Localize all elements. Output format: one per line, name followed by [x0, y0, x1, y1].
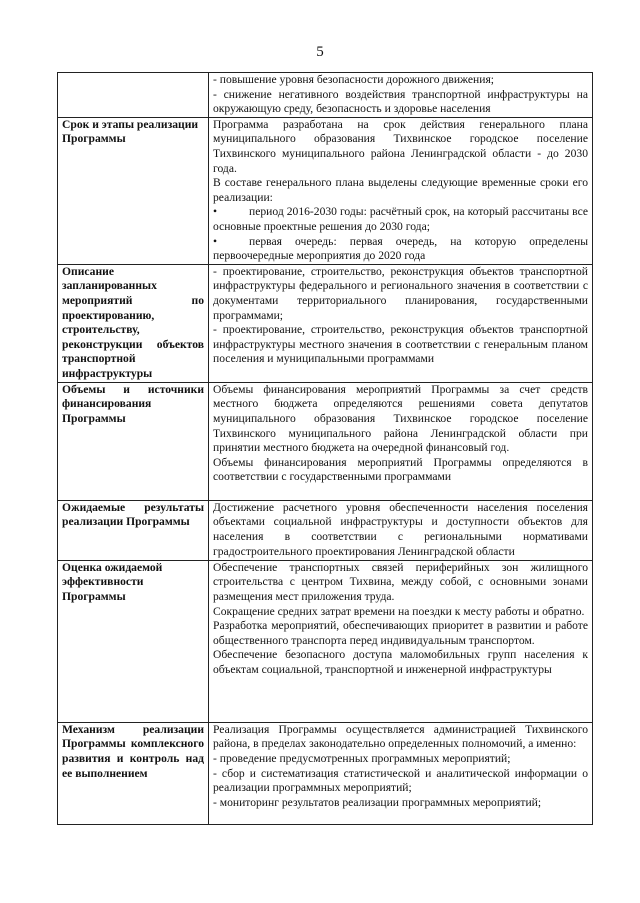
row-content [209, 264, 593, 382]
content-paragraph: Реализация Программы осуществляется администрацией Тихвинского района, в пределах законодательно определенных полномочий, а именно: [213, 722, 588, 751]
bullet-text: период 2016-2030 годы: расчётный срок, на который рассчитаны все основные проектные решения до 2030 года; [213, 205, 588, 233]
content-paragraph: - проектирование, строительство, реконструкция объектов транспортной инфраструктуры федерального и регионального значения в соответствии с документами территориального планирования, государственными программами; [213, 264, 588, 322]
row-label: Объемы и источники финансирования Программы [58, 382, 209, 500]
content-paragraph: Разработка мероприятий, обеспечивающих приоритет в развитии и работе общественного транспорта перед индивидуальным транспортом. [213, 619, 588, 647]
table-row [58, 560, 593, 722]
row-label: Оценка ожидаемой эффективности Программы [58, 560, 209, 722]
content-line: - повышение уровня безопасности дорожного движения; [213, 73, 495, 86]
bullet-item [213, 235, 588, 264]
table-row [58, 722, 593, 824]
table-row [58, 500, 593, 560]
row-label: Механизм реализации Программы комплексного развития и контроль над ее выполнением [58, 722, 209, 824]
content-paragraph: Достижение расчетного уровня обеспеченности населения поселения объектами социальной инфраструктуры и доступности объектов для населения в соответствии с региональными нормативами градостроительного проектирования Ленинградской области [213, 500, 588, 558]
program-passport-table [57, 72, 593, 825]
table-row [58, 264, 593, 382]
content-line: - снижение негативного воздействия транспортной инфраструктуры на окружающую среду, безопасность и здоровье населения [213, 87, 588, 116]
bullet-icon: • [213, 205, 218, 219]
page-number: 5 [316, 44, 324, 60]
row-label: Срок и этапы реализации Программы [58, 117, 209, 264]
content-paragraph: В составе генерального плана выделены следующие временные сроки его реализации: [213, 176, 588, 204]
table-row [58, 117, 593, 264]
row-content [209, 722, 593, 824]
table-row [58, 382, 593, 500]
content-line: - мониторинг результатов реализации программных мероприятий; [213, 795, 542, 809]
table-row [58, 73, 593, 118]
content-line: - проведение предусмотренных программных мероприятий; [213, 751, 511, 765]
content-paragraph: Объемы финансирования мероприятий Программы определяются в соответствии с государственными программами [213, 455, 588, 484]
content-paragraph: - проектирование, строительство, реконструкция объектов транспортной инфраструктуры местного значения в соответствии с генеральным планом поселения и муниципальными программами [213, 323, 588, 366]
row-content [209, 500, 593, 560]
content-paragraph: Объемы финансирования мероприятий Программы за счет средств местного бюджета определяются решениями совета депутатов муниципального образования Тихвинское городское поселение Тихвинского муниципального района Ленинградской области при принятии местного бюджета на очередной финансовый год. [213, 382, 588, 455]
row-content [209, 117, 593, 264]
content-paragraph: Программа разработана на срок действия генерального плана муниципального образования Тихвинское городское поселение Тихвинского муниципального района Ленинградской области - до 2030 года. [213, 117, 588, 175]
row-content [209, 382, 593, 500]
row-content [209, 73, 593, 118]
bullet-text: первая очередь: первая очередь, на которую определены первоочередные мероприятия до 2020 года [213, 234, 588, 263]
content-paragraph: Обеспечение безопасного доступа маломобильных групп населения к объектам социальной, транспортной и инженерной инфраструктуры [213, 648, 588, 676]
content-line: - сбор и систематизация статистической и аналитической информации о реализации программных мероприятий; [213, 766, 588, 795]
content-paragraph: Сокращение средних затрат времени на поездки к месту работы и обратно. [213, 604, 585, 618]
bullet-icon: • [213, 234, 218, 248]
row-label: Описание запланированных мероприятий по проектированию, строительству, реконструкции объектов транспортной инфраструктуры [58, 264, 209, 382]
row-label: Ожидаемые результаты реализации Программы [58, 500, 209, 560]
row-label [58, 73, 209, 118]
content-paragraph: Обеспечение транспортных связей периферийных зон жилищного строительства с центром Тихвина, между собой, с основными зонами размещения мест приложения труда. [213, 560, 588, 603]
row-content [209, 560, 593, 722]
bullet-item [213, 205, 588, 234]
